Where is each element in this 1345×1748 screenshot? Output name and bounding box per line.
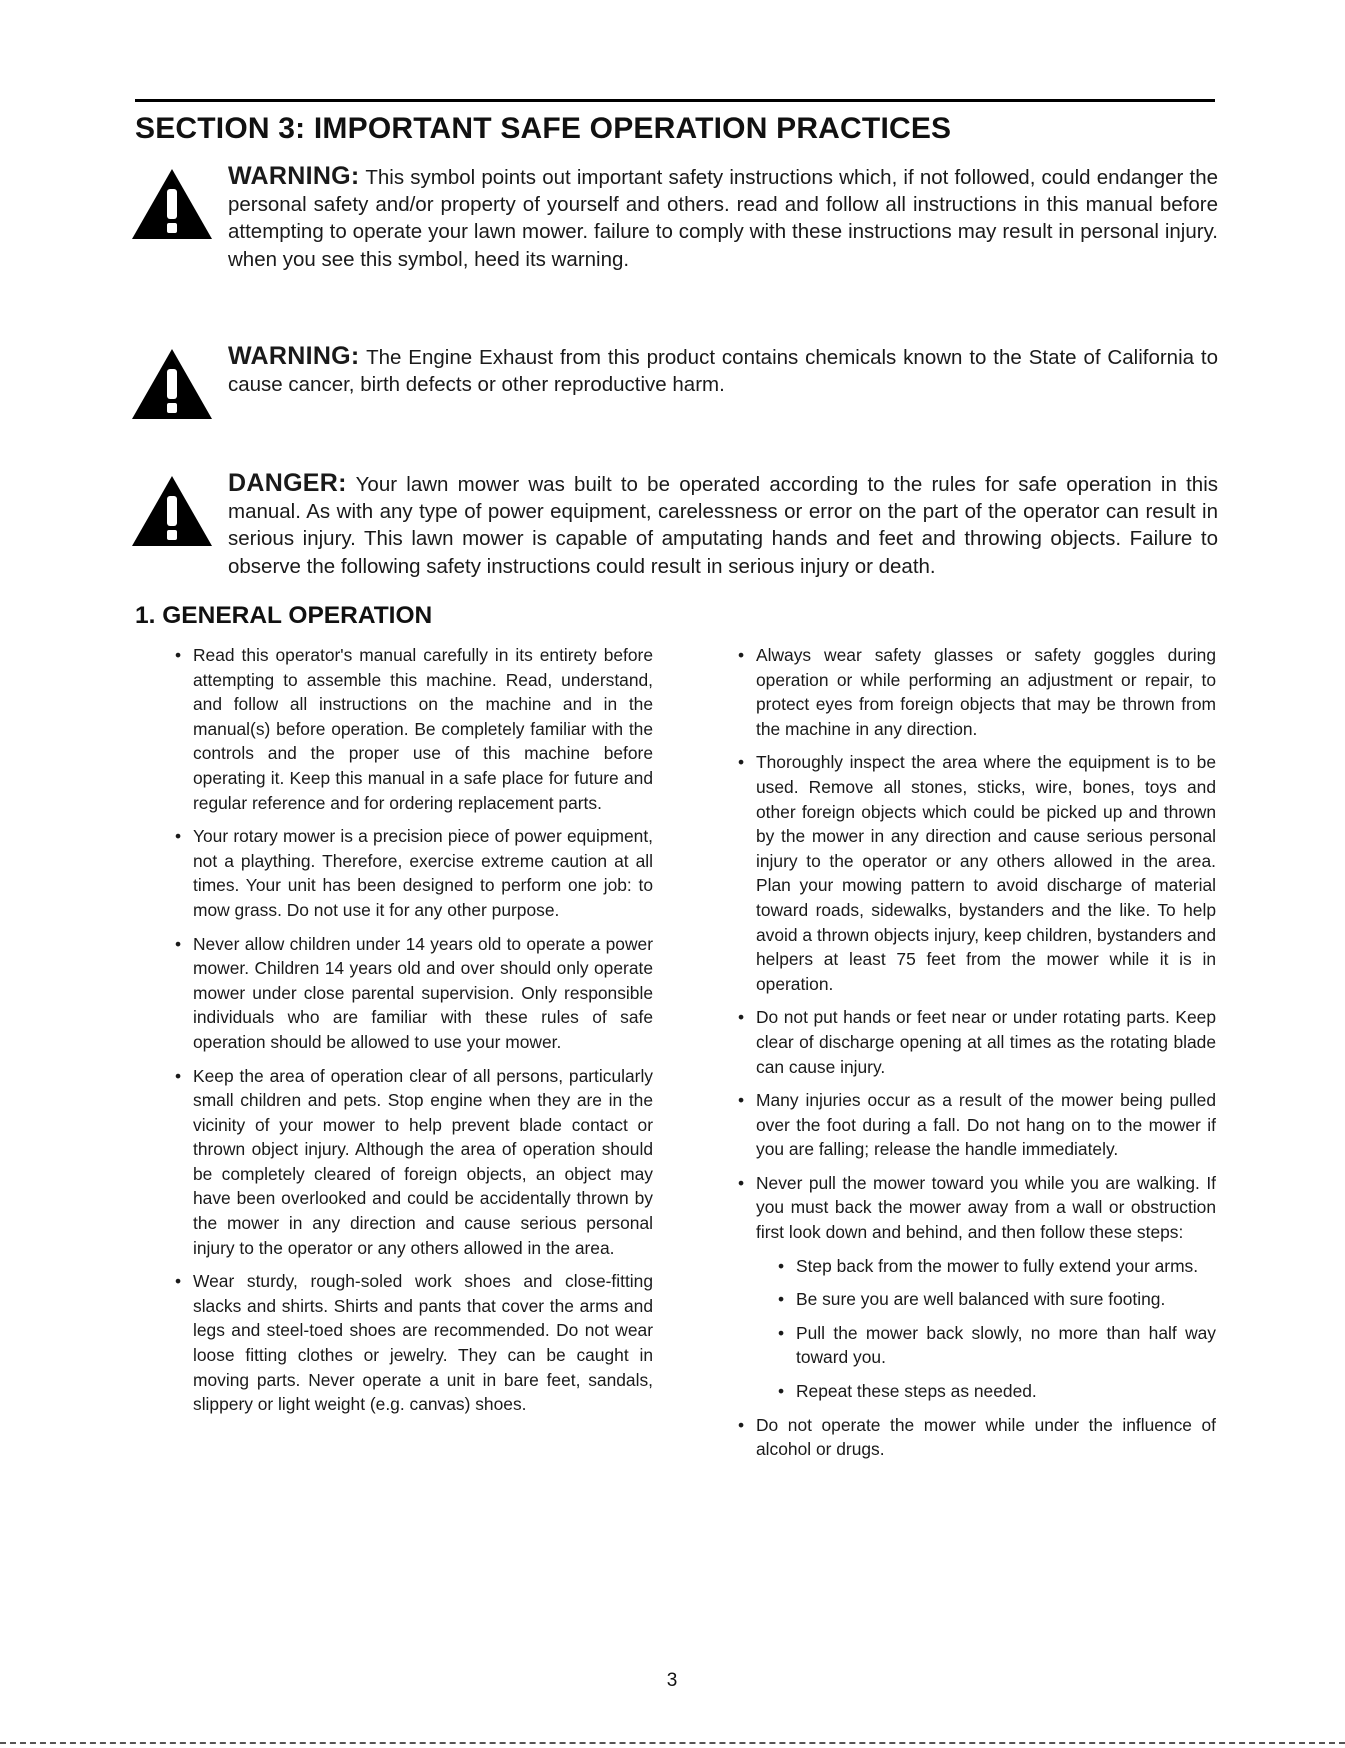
- bullet-icon: •: [778, 1322, 785, 1343]
- list-item-text: Step back from the mower to fully extend your arms.: [796, 1255, 1199, 1276]
- bullet-icon: •: [738, 1007, 745, 1028]
- bullet-icon: •: [738, 1090, 745, 1111]
- danger-alert: [130, 470, 1218, 580]
- list-item-text: Thoroughly inspect the area where the equipment is to be used. Remove all stones, sticks, wire, bones, toys and other foreign objects which could be picked up and thrown by the mower in any direction and cause serious personal injury to the operator or any others allowed in the area. Plan your mowing pattern to avoid discharge of material toward roads, sidewalks, bystanders and the like. To help avoid a thrown objects injury, keep children, bystanders and helpers at least 75 feet from the mower while it is in operation.: [756, 752, 1216, 994]
- bullet-icon: •: [175, 1065, 182, 1086]
- list-item: [175, 932, 653, 1055]
- section-title: SECTION 3: IMPORTANT SAFE OPERATION PRACTICES: [135, 112, 952, 145]
- sub-list-item: [778, 1287, 1216, 1312]
- warning-triangle-icon: [130, 474, 214, 548]
- alert-paragraph: [228, 470, 1218, 580]
- sub-list-item: [778, 1379, 1216, 1404]
- alert-text: This symbol points out important safety instructions which, if not followed, could endanger the personal safety and/or property of yourself and others. read and follow all instructions in this manual before attempting to operate your lawn mower. failure to comply with these instructions may result in personal injury. when you see this symbol, heed its warning.: [228, 166, 1219, 271]
- left-bullet-list: [175, 643, 653, 1417]
- list-item-text: Pull the mower back slowly, no more than half way toward you.: [796, 1322, 1216, 1368]
- alert-lead: WARNING:: [228, 162, 360, 190]
- list-item: [738, 1005, 1216, 1079]
- alert-paragraph: [228, 163, 1218, 273]
- list-item: [738, 1088, 1216, 1162]
- bullet-icon: •: [778, 1381, 785, 1402]
- alert-lead: WARNING:: [228, 342, 360, 370]
- warning-symbol-alert: [130, 163, 1218, 273]
- list-item: [738, 1413, 1216, 1462]
- list-item: [738, 643, 1216, 741]
- list-item-text: Keep the area of operation clear of all persons, particularly small children and pets. Stop engine when they are in the vicinity of your mower to help prevent blade contact or thrown object injury. Although the area of operation should be completely cleared of foreign objects, an object may have been overlooked and could be accidentally thrown by the mower in any direction and cause serious personal injury to the operator or any others allowed in the area.: [193, 1065, 653, 1258]
- list-item-text: Never allow children under 14 years old to operate a power mower. Children 14 years old and over should only operate mower under close parental supervision. Only responsible individuals who are familiar with these rules of safe operation should be allowed to use your mower.: [193, 933, 653, 1052]
- alert-text: Your lawn mower was built to be operated according to the rules for safe operation in this manual. As with any type of power equipment, carelessness or error on the part of the operator can result in serious injury. This lawn mower is capable of amputating hands and feet and throwing objects. Failure to observe the following safety instructions could result in serious injury or death.: [228, 473, 1218, 578]
- list-item-text: Many injuries occur as a result of the mower being pulled over the foot during a fall. Do not hang on to the mower if you are falling; release the handle immediately.: [756, 1090, 1216, 1160]
- warning-triangle-icon: [130, 347, 214, 421]
- bullet-icon: •: [778, 1289, 785, 1310]
- warning-triangle-icon: [130, 167, 214, 241]
- list-item: [175, 643, 653, 815]
- right-column: [738, 643, 1216, 1471]
- list-item-text: Do not operate the mower while under the influence of alcohol or drugs.: [756, 1414, 1216, 1460]
- right-bullet-list: [738, 643, 1216, 1462]
- list-item-text: Repeat these steps as needed.: [796, 1381, 1037, 1402]
- top-rule: [135, 99, 1215, 102]
- list-item-text: Be sure you are well balanced with sure footing.: [796, 1289, 1166, 1310]
- alert-paragraph: [228, 343, 1218, 398]
- bullet-icon: •: [175, 826, 182, 847]
- list-item-text: Read this operator's manual carefully in its entirety before attempting to assemble this machine. Read, understand, and follow all instructions on the machine and in the manual(s) before operation. Be completely familiar with the controls and the proper use of this machine before operating it. Keep this manual in a safe place for future and regular reference and for ordering replacement parts.: [193, 645, 653, 813]
- warning-exhaust-alert: [130, 343, 1218, 398]
- sub-list-item: [778, 1321, 1216, 1370]
- bullet-icon: •: [738, 1414, 745, 1435]
- bottom-rule: [0, 1742, 1345, 1744]
- list-item-text: Never pull the mower toward you while you are walking. If you must back the mower away from a wall or obstruction first look down and behind, and then follow these steps:: [756, 1172, 1216, 1243]
- list-item-text: Do not put hands or feet near or under rotating parts. Keep clear of discharge opening at all times as the rotating blade can cause injury.: [756, 1007, 1216, 1077]
- alert-lead: DANGER:: [228, 469, 347, 497]
- bullet-icon: •: [175, 1271, 182, 1292]
- bullet-icon: •: [738, 752, 745, 773]
- alert-text: The Engine Exhaust from this product contains chemicals known to the State of California to cause cancer, birth defects or other reproductive harm.: [228, 346, 1219, 397]
- bullet-icon: •: [738, 1172, 745, 1193]
- bullet-icon: •: [175, 933, 182, 954]
- list-item-text: Always wear safety glasses or safety goggles during operation or while performing an adjustment or repair, to protect eyes from foreign objects that may be thrown from the machine in any direction.: [756, 645, 1216, 739]
- page-number: 3: [666, 1670, 678, 1691]
- bullet-icon: •: [778, 1255, 785, 1276]
- list-item: [175, 1064, 653, 1261]
- general-operation-title: 1. GENERAL OPERATION: [135, 602, 433, 629]
- list-item: [738, 1171, 1216, 1245]
- sub-list-item: [778, 1254, 1216, 1279]
- list-item-text: Wear sturdy, rough-soled work shoes and close-fitting slacks and shirts. Shirts and pants that cover the arms and legs and steel-toed shoes are recommended. Do not wear loose fitting clothes or jewelry. They can be caught in moving parts. Never operate a unit in bare feet, sandals, slippery or light weight (e.g. canvas) shoes.: [193, 1271, 653, 1415]
- list-item-text: Your rotary mower is a precision piece of power equipment, not a plaything. Therefore, exercise extreme caution at all times. Your unit has been designed to perform one job: to mow grass. Do not use it for any other purpose.: [193, 826, 653, 920]
- bullet-icon: •: [175, 645, 182, 665]
- bullet-icon: •: [738, 645, 745, 665]
- left-column: [175, 643, 653, 1426]
- list-item: [175, 824, 653, 922]
- list-item: [738, 750, 1216, 996]
- list-item: [175, 1269, 653, 1417]
